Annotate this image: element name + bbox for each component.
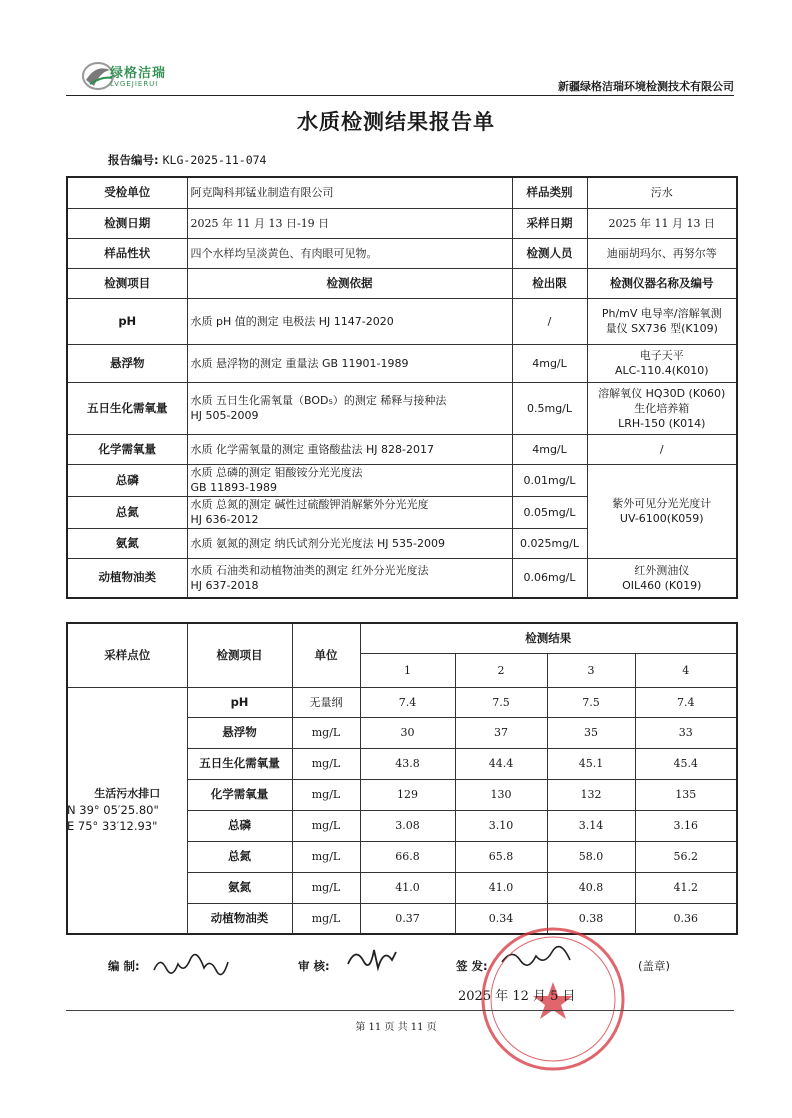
result-unit: mg/L xyxy=(292,717,360,748)
method-limit: 0.06mg/L xyxy=(512,558,587,598)
method-basis xyxy=(187,464,512,496)
sign-date: 2025 年 12 月 5 日 xyxy=(458,989,576,1004)
result-value: 7.4 xyxy=(360,687,455,717)
method-header-row xyxy=(67,268,737,298)
result-value: 0.36 xyxy=(635,903,737,934)
info-row xyxy=(67,208,737,238)
prepared-signature xyxy=(150,950,230,980)
client-label: 受检单位 xyxy=(67,177,187,208)
reviewed-signature xyxy=(344,942,404,976)
method-row xyxy=(67,382,737,434)
result-value: 66.8 xyxy=(360,841,455,872)
instrument-line: ALC-110.4(K010) xyxy=(614,364,709,377)
header-divider xyxy=(66,95,734,96)
site-longitude: E 75° 33′12.93" xyxy=(67,819,158,834)
results-table xyxy=(66,622,738,935)
col-header-sample-1: 1 xyxy=(360,653,455,687)
sampling-date-value: 2025 年 11 月 13 日 xyxy=(587,208,737,238)
seal-label: (盖章) xyxy=(638,959,670,973)
sample-type-value: 污水 xyxy=(587,177,737,208)
method-instrument xyxy=(587,344,737,382)
basis-line: HJ 637-2018 xyxy=(190,578,259,592)
report-number xyxy=(108,152,266,168)
result-value: 132 xyxy=(547,779,635,810)
result-value: 41.0 xyxy=(360,872,455,903)
col-header-site: 采样点位 xyxy=(67,623,187,687)
page-title: 水质检测结果报告单 xyxy=(297,110,495,134)
method-limit: 4mg/L xyxy=(512,434,587,464)
test-date-value: 2025 年 11 月 13 日-19 日 xyxy=(187,208,512,238)
method-instrument: / xyxy=(587,434,737,464)
result-unit: mg/L xyxy=(292,872,360,903)
result-item: 五日生化需氧量 xyxy=(187,748,292,779)
result-value: 40.8 xyxy=(547,872,635,903)
result-value: 0.37 xyxy=(360,903,455,934)
method-table xyxy=(66,176,738,599)
basis-line: GB 11893-1989 xyxy=(190,481,278,494)
method-limit: 0.5mg/L xyxy=(512,382,587,434)
issued-by-label: 签 发: xyxy=(456,959,488,973)
info-row xyxy=(67,238,737,268)
method-basis xyxy=(187,496,512,528)
instrument-line: 电子天平 xyxy=(639,349,684,362)
report-number-value: KLG-2025-11-074 xyxy=(162,153,267,167)
property-label: 样品性状 xyxy=(67,238,187,268)
instrument-line: UV-6100(K059) xyxy=(619,512,704,525)
method-basis: 水质 氨氮的测定 纳氏试剂分光光度法 HJ 535-2009 xyxy=(187,528,512,558)
result-value: 3.10 xyxy=(455,810,547,841)
instrument-line: LRH-150 (K014) xyxy=(618,416,706,430)
instrument-line: 溶解氧仪 HQ30D (K060) xyxy=(598,386,726,400)
instrument-line: Ph/mV 电导率/溶解氧测 xyxy=(601,307,722,320)
property-value: 四个水样均呈淡黄色、有肉眼可见物。 xyxy=(187,238,512,268)
result-value: 130 xyxy=(455,779,547,810)
col-header-instrument: 检测仪器名称及编号 xyxy=(587,268,737,298)
result-value: 3.14 xyxy=(547,810,635,841)
result-value: 45.4 xyxy=(635,748,737,779)
method-limit: 4mg/L xyxy=(512,344,587,382)
method-basis xyxy=(187,382,512,434)
site-latitude: N 39° 05′25.80" xyxy=(67,803,159,818)
method-basis: 水质 悬浮物的测定 重量法 GB 11901-1989 xyxy=(187,344,512,382)
result-item: 悬浮物 xyxy=(187,717,292,748)
sampling-date-label: 采样日期 xyxy=(512,208,587,238)
method-instrument xyxy=(587,382,737,434)
client-value: 阿克陶科邦锰业制造有限公司 xyxy=(187,177,512,208)
result-value: 41.0 xyxy=(455,872,547,903)
result-value: 58.0 xyxy=(547,841,635,872)
page-number: 第 11 页 共 11 页 xyxy=(355,1022,437,1033)
result-unit: mg/L xyxy=(292,810,360,841)
result-item: 氨氮 xyxy=(187,872,292,903)
col-header-sample-2: 2 xyxy=(455,653,547,687)
method-limit: 0.025mg/L xyxy=(512,528,587,558)
result-value: 43.8 xyxy=(360,748,455,779)
result-value: 7.4 xyxy=(635,687,737,717)
results-header-row xyxy=(67,623,737,653)
instrument-line: 生化培养箱 xyxy=(634,401,690,415)
basis-line: HJ 505-2009 xyxy=(190,409,259,422)
result-value: 7.5 xyxy=(455,687,547,717)
result-value: 37 xyxy=(455,717,547,748)
sampling-site xyxy=(67,687,187,934)
col-header-sample-4: 4 xyxy=(635,653,737,687)
result-row xyxy=(67,687,737,717)
result-value: 135 xyxy=(635,779,737,810)
result-item: pH xyxy=(187,687,292,717)
result-value: 0.34 xyxy=(455,903,547,934)
result-value: 44.4 xyxy=(455,748,547,779)
method-row xyxy=(67,434,737,464)
col-header-unit: 单位 xyxy=(292,623,360,687)
method-item: 化学需氧量 xyxy=(67,434,187,464)
basis-line: 水质 总磷的测定 钼酸铵分光光度法 xyxy=(190,466,363,479)
col-header-item: 检测项目 xyxy=(187,623,292,687)
method-item: 悬浮物 xyxy=(67,344,187,382)
result-value: 56.2 xyxy=(635,841,737,872)
logo-text: 绿格洁瑞 xyxy=(110,66,167,81)
col-header-basis: 检测依据 xyxy=(187,268,512,298)
method-row xyxy=(67,344,737,382)
instrument-line: 红外测油仪 xyxy=(634,563,690,577)
result-unit: mg/L xyxy=(292,903,360,934)
instrument-line: 紫外可见分光光度计 xyxy=(612,497,712,510)
method-basis: 水质 化学需氧量的测定 重铬酸盐法 HJ 828-2017 xyxy=(187,434,512,464)
result-value: 33 xyxy=(635,717,737,748)
site-name: 生活污水排口 xyxy=(94,787,161,801)
logo-subtext: LVGEJIERUI xyxy=(110,80,159,88)
result-unit: mg/L xyxy=(292,748,360,779)
basis-line: 水质 总氮的测定 碱性过硫酸钾消解紫外分光光度 xyxy=(190,498,429,511)
result-unit: 无量纲 xyxy=(292,687,360,717)
prepared-by-label: 编 制: xyxy=(108,959,140,973)
result-unit: mg/L xyxy=(292,779,360,810)
col-header-item: 检测项目 xyxy=(67,268,187,298)
sample-type-label: 样品类别 xyxy=(512,177,587,208)
col-header-sample-3: 3 xyxy=(547,653,635,687)
method-limit: 0.01mg/L xyxy=(512,464,587,496)
method-item: 总氮 xyxy=(67,496,187,528)
basis-line: HJ 636-2012 xyxy=(190,513,259,526)
method-item: 五日生化需氧量 xyxy=(67,382,187,434)
method-row xyxy=(67,298,737,344)
result-unit: mg/L xyxy=(292,841,360,872)
reviewed-by-label: 审 核: xyxy=(298,959,330,973)
result-item: 化学需氧量 xyxy=(187,779,292,810)
instrument-line: 量仪 SX736 型(K109) xyxy=(605,322,718,335)
result-value: 3.08 xyxy=(360,810,455,841)
result-value: 30 xyxy=(360,717,455,748)
method-item: 动植物油类 xyxy=(67,558,187,598)
method-limit: / xyxy=(512,298,587,344)
method-item: pH xyxy=(67,298,187,344)
result-value: 129 xyxy=(360,779,455,810)
result-value: 0.38 xyxy=(547,903,635,934)
report-number-label: 报告编号: xyxy=(108,153,159,167)
method-limit: 0.05mg/L xyxy=(512,496,587,528)
result-item: 总磷 xyxy=(187,810,292,841)
method-row xyxy=(67,558,737,598)
col-header-results: 检测结果 xyxy=(360,623,737,653)
result-item: 动植物油类 xyxy=(187,903,292,934)
method-basis xyxy=(187,558,512,598)
test-date-label: 检测日期 xyxy=(67,208,187,238)
result-value: 7.5 xyxy=(547,687,635,717)
testers-value: 迪丽胡玛尔、再努尔等 xyxy=(587,238,737,268)
result-value: 65.8 xyxy=(455,841,547,872)
result-value: 41.2 xyxy=(635,872,737,903)
method-instrument xyxy=(587,298,737,344)
method-row xyxy=(67,464,737,496)
instrument-line: OIL460 (K019) xyxy=(622,578,702,592)
method-item: 总磷 xyxy=(67,464,187,496)
method-instrument xyxy=(587,558,737,598)
company-header: 新疆绿格洁瑞环境检测技术有限公司 xyxy=(558,80,734,93)
method-basis: 水质 pH 值的测定 电极法 HJ 1147-2020 xyxy=(187,298,512,344)
result-value: 35 xyxy=(547,717,635,748)
basis-line: 水质 五日生化需氧量（BOD₅）的测定 稀释与接种法 xyxy=(190,394,447,407)
col-header-limit: 检出限 xyxy=(512,268,587,298)
result-item: 总氮 xyxy=(187,841,292,872)
result-value: 3.16 xyxy=(635,810,737,841)
method-item: 氨氮 xyxy=(67,528,187,558)
result-value: 45.1 xyxy=(547,748,635,779)
basis-line: 水质 石油类和动植物油类的测定 红外分光光度法 xyxy=(190,563,429,577)
shared-instrument xyxy=(587,464,737,558)
testers-label: 检测人员 xyxy=(512,238,587,268)
info-row xyxy=(67,177,737,208)
footer-divider xyxy=(66,1010,734,1011)
